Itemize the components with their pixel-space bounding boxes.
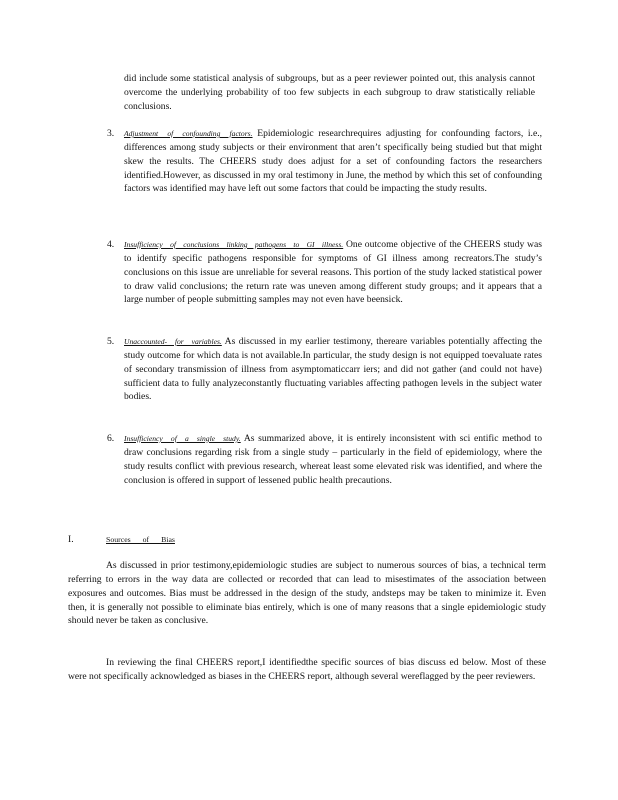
section-number: I. [68,534,74,545]
list-item-title: Adjustment of confounding factors. [124,129,253,138]
list-item-number: 3. [107,128,115,139]
list-item-title: Unaccounted- for variables. [124,337,222,346]
list-item-number: 4. [107,239,115,250]
list-item-title: Insufficiency of a single study. [124,434,241,443]
list-item-text: As summarized above, it is entirely inconsistent with sci entific method to draw conclusions regarding risk from a single study – particularly in the field of epidemiology, where the study results conflict with previous research, whereat least some elevated risk was identified, and where the conclusion is offered in support of lessened public health precautions. [124,433,542,486]
section-title: Sources of Bias [106,535,175,544]
intro-paragraph: did include some statistical analysis of subgroups, but as a peer reviewer pointed out, this analysis cannot overcome the underlying probability of too few subjects in each subgroup to draw statistically reliable conclusions. [124,73,535,112]
list-item-body [124,127,542,196]
list-item-text: One outcome objective of the CHEERS study was to identify specific pathogens responsible for symptoms of GI illness among recreators.The study’s conclusions on this issue are unreliable for several reasons. This portion of the study lacked statistical power to draw valid conclusions; the return rate was uneven among different study groups; and it appears that a large number of people submitting samples may not even have beensick. [124,239,542,306]
list-item-text: Epidemiologic researchrequires adjusting for confounding factors, i.e., differences among study subjects or their environment that aren’t specifically being studied but that might skew the results. The CHEERS study does adjust for a set of confounding factors the researchers identified.However, as discussed in my oral testimony in June, the method by which this set of confounding factors was identified may have left out some factors that could be impacting the study results. [124,128,542,195]
body-paragraph-1: As discussed in prior testimony,epidemiologic studies are subject to numerous sources of bias, a technical term referring to errors in the way data are collected or recorded that can lead to misestimates of the association between exposures and outcomes. Bias must be addressed in the design of the study, andsteps may be taken to minimize it. Even then, it is generally not possible to eliminate bias entirely, which is one of many reasons that a single epidemiologic study should never be taken as conclusive. [68,560,546,627]
list-item-number: 5. [107,336,115,347]
list-item-title: Insufficiency of conclusions linking pathogens to GI illness. [124,240,344,249]
body-paragraph-2: In reviewing the final CHEERS report,I identifiedthe specific sources of bias discuss ed below. Most of these were not specifically acknowledged as biases in the CHEERS report, although several wereflagged by the peer reviewers. [68,657,546,682]
list-item-body [124,432,542,487]
list-item-body [124,238,542,307]
list-item-number: 6. [107,433,115,444]
list-item-body [124,335,542,404]
list-item-text: As discussed in my earlier testimony, thereare variables potentially affecting the study outcome for which data is not available.In particular, the study design is not equipped toevaluate rates of secondary transmission of illness from asymptomaticcarr iers; and did not gather (and could not have) sufficient data to fully analyzeconstantly fluctuating variables affecting pathogen levels in the subject water bodies. [124,336,542,403]
